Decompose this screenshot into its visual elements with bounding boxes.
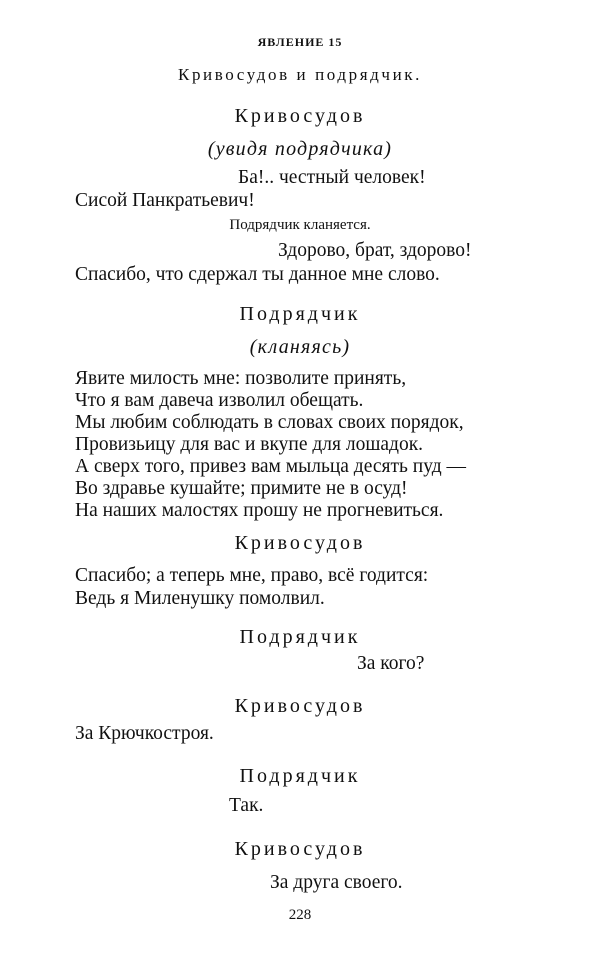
speaker-name: Подрядчик <box>239 303 361 325</box>
verse-line: Провизьицу для вас и вкупе для лошадок. <box>75 434 424 455</box>
verse-line: За друга своего. <box>270 872 403 893</box>
speaker-name: Кривосудов <box>234 105 366 127</box>
verse-line: За кого? <box>357 653 425 674</box>
stage-direction: Подрядчик кланяется. <box>229 217 371 233</box>
verse-line: Ба!.. честный человек! <box>238 167 426 188</box>
verse-line: А сверх того, привез вам мыльца десять пуд — <box>75 456 467 477</box>
verse-line: Во здравье кушайте; примите не в осуд! <box>75 478 408 499</box>
speaker-name: Кривосудов <box>234 695 366 717</box>
verse-line: За Крючкостроя. <box>75 723 214 744</box>
verse-line: Что я вам давеча изволил обещать. <box>75 390 364 411</box>
verse-line: Спасибо; а теперь мне, право, всё годится: <box>75 565 429 586</box>
verse-line: Явите милость мне: позволите принять, <box>75 368 407 389</box>
page-number: 228 <box>288 907 312 923</box>
verse-line: На наших малостях прошу не прогневиться. <box>75 500 444 521</box>
verse-line: Ведь я Миленушку помолвил. <box>75 588 325 609</box>
verse-line: Мы любим соблюдать в словах своих порядок, <box>75 412 464 433</box>
speaker-name: Кривосудов <box>234 532 366 554</box>
verse-line: Спасибо, что сдержал ты данное мне слово. <box>75 264 440 285</box>
scene-title: ЯВЛЕНИЕ 15 <box>257 35 343 49</box>
speaker-name: Кривосудов <box>234 838 366 860</box>
speaker-name: Подрядчик <box>239 626 361 648</box>
verse-line: Так. <box>229 795 264 816</box>
verse-line: Здорово, брат, здорово! <box>278 240 472 261</box>
stage-direction-italic: (кланяясь) <box>249 336 351 358</box>
cast-line: Кривосудов и подрядчик. <box>178 65 422 84</box>
speaker-name: Подрядчик <box>239 765 361 787</box>
verse-line: Сисой Панкратьевич! <box>75 190 255 211</box>
stage-direction-italic: (увидя подрядчика) <box>207 138 393 160</box>
